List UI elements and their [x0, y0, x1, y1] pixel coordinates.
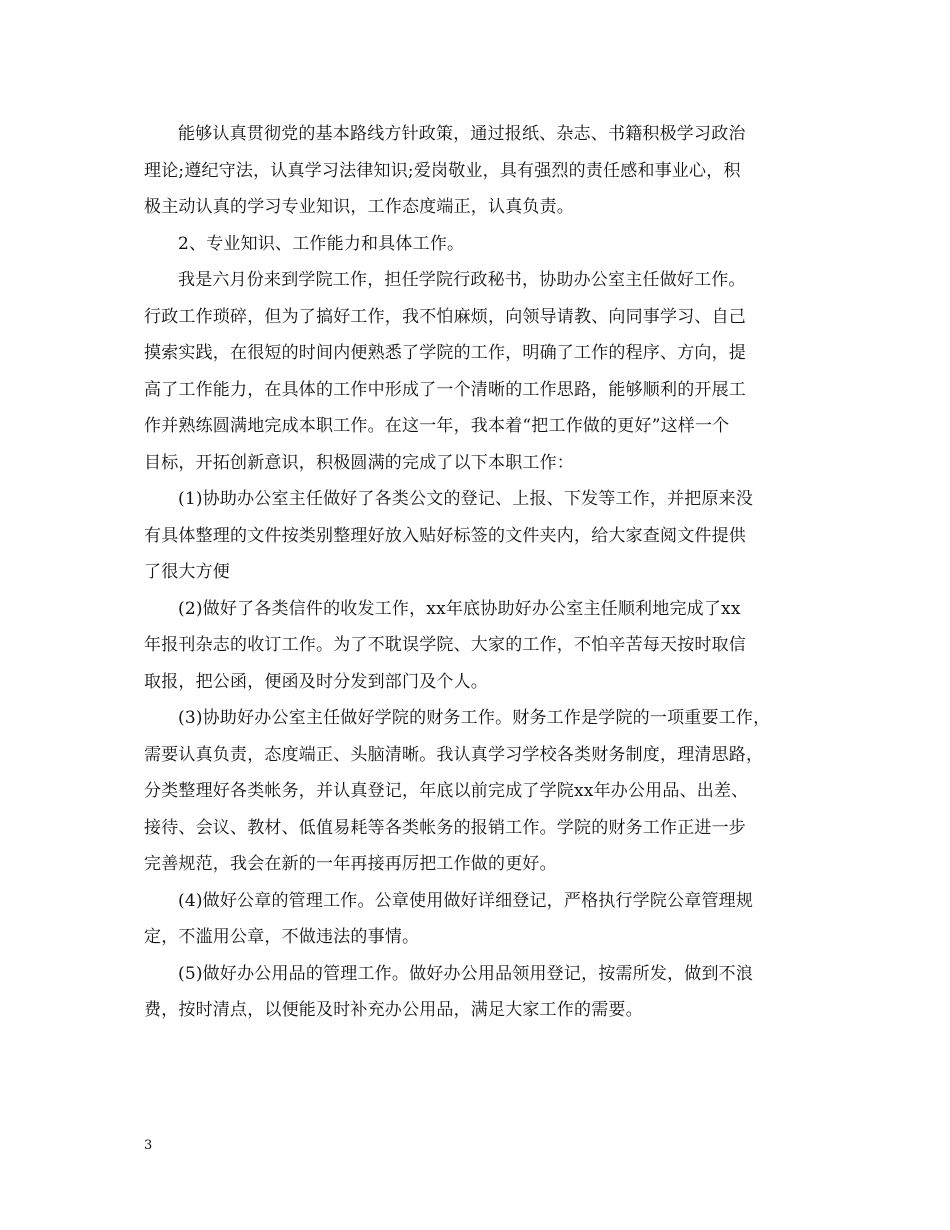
text-line: 费，按时清点，以便能及时补充办公用品，满足大家工作的需要。 — [144, 1000, 643, 1020]
text-line: 理论;遵纪守法，认真学习法律知识;爱岗敬业，具有强烈的责任感和事业心，积 — [144, 160, 741, 181]
text-line: 年报刊杂志的收订工作。为了不耽误学院、大家的工作，不怕辛苦每天按时取信 — [144, 635, 746, 655]
list-item-line: (5)做好办公用品的管理工作。做好办公用品领用登记，按需所发，做到不浪 — [178, 963, 754, 984]
text-line: 了很大方便 — [144, 562, 230, 582]
text-line: 高了工作能力，在具体的工作中形成了一个清晰的工作思路，能够顺利的开展工 — [144, 379, 746, 400]
list-item-line: (1)协助办公室主任做好了各类公文的登记、上报、下发等工作，并把原来没 — [178, 489, 754, 509]
text-line: 定，不滥用公章，不做违法的事情。 — [144, 927, 420, 947]
section-heading: 2、专业知识、工作能力和具体工作。 — [178, 233, 465, 254]
text-line: 需要认真负责，态度端正、头脑清晰。我认真学习学校各类财务制度，理清思路， — [144, 744, 764, 765]
list-item-line: (4)做好公章的管理工作。公章使用做好详细登记，严格执行学院公章管理规 — [178, 890, 754, 911]
list-item-line: (3)协助好办公室主任做好学院的财务工作。财务工作是学院的一项重要工作， — [178, 708, 771, 728]
text-line: 分类整理好各类帐务，并认真登记，年底以前完成了学院xx年办公用品、出差、 — [144, 781, 749, 801]
text-line: 行政工作琐碎，但为了搞好工作，我不怕麻烦，向领导请教、向同事学习、自己 — [144, 306, 746, 327]
page-number: 3 — [144, 1138, 153, 1153]
document-body — [144, 116, 816, 1029]
text-line: 目标，开拓创新意识，积极圆满的完成了以下本职工作： — [144, 452, 574, 473]
text-line: 接待、会议、教材、低值易耗等各类帐务的报销工作。学院的财务工作正进一步 — [144, 817, 746, 838]
text-line: 取报，把公函，便函及时分发到部门及个人。 — [144, 671, 488, 692]
text-line: 极主动认真的学习专业知识，工作态度端正，认真负责。 — [144, 197, 574, 217]
text-line: 作并熟练圆满地完成本职工作。在这一年，我本着“把工作做的更好”这样一个 — [144, 416, 730, 436]
list-item-line: (2)做好了各类信件的收发工作，xx年底协助好办公室主任顺利地完成了xx — [178, 598, 741, 619]
text-line: 有具体整理的文件按类别整理好放入贴好标签的文件夹内，给大家查阅文件提供 — [144, 525, 746, 546]
text-line: 完善规范，我会在新的一年再接再厉把工作做的更好。 — [144, 854, 557, 874]
text-line: 能够认真贯彻党的基本路线方针政策，通过报纸、杂志、书籍积极学习政治 — [178, 124, 746, 144]
text-line: 摸索实践，在很短的时间内便熟悉了学院的工作，明确了工作的程序、方向，提 — [144, 343, 746, 363]
text-line: 我是六月份来到学院工作，担任学院行政秘书，协助办公室主任做好工作。 — [178, 270, 746, 290]
